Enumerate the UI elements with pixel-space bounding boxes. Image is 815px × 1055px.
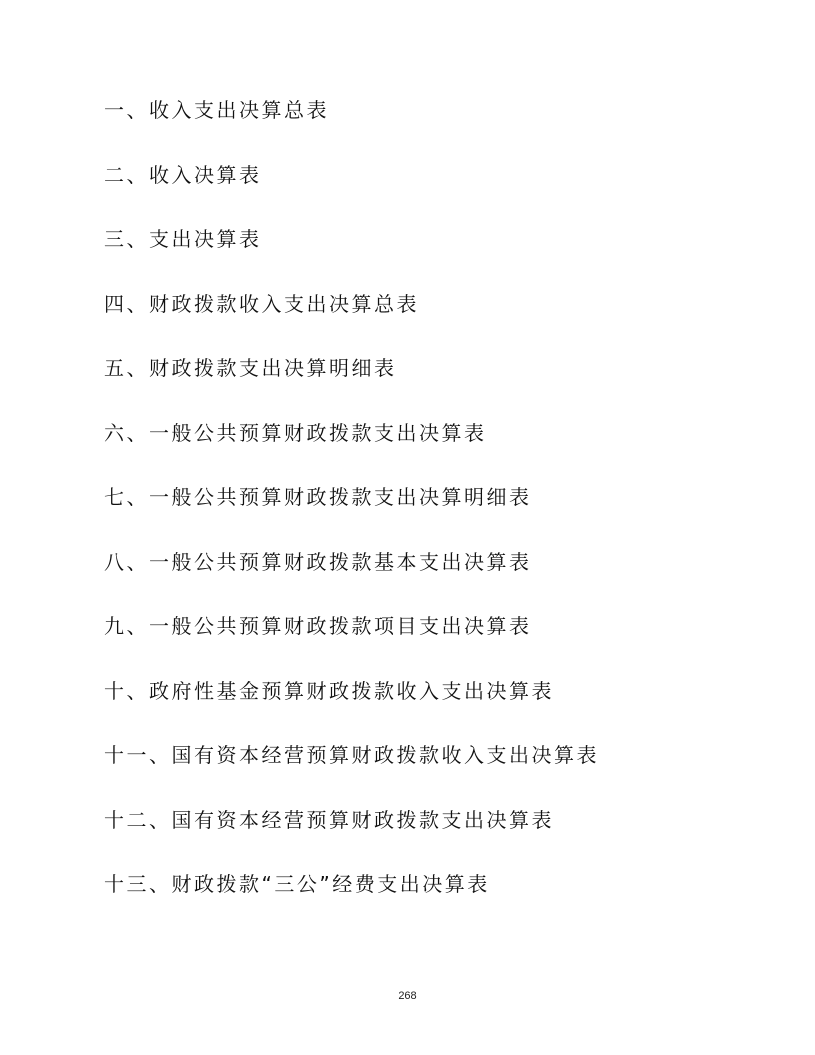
list-item: 三、支出决算表 xyxy=(104,227,262,251)
table-list xyxy=(104,92,784,931)
list-item: 十三、财政拨款“三公”经费支出决算表 xyxy=(104,872,490,896)
list-item: 四、财政拨款收入支出决算总表 xyxy=(104,291,419,316)
list-item: 五、财政拨款支出决算明细表 xyxy=(104,356,397,380)
list-item: 九、一般公共预算财政拨款项目支出决算表 xyxy=(104,614,532,638)
list-item: 八、一般公共预算财政拨款基本支出决算表 xyxy=(104,549,532,574)
list-item: 十一、国有资本经营预算财政拨款收入支出决算表 xyxy=(104,743,599,767)
list-item: 十二、国有资本经营预算财政拨款支出决算表 xyxy=(104,807,554,832)
list-item: 六、一般公共预算财政拨款支出决算表 xyxy=(104,420,487,445)
page-number: 268 xyxy=(398,990,417,1002)
list-item: 七、一般公共预算财政拨款支出决算明细表 xyxy=(104,485,532,509)
list-item: 一、收入支出决算总表 xyxy=(104,98,329,122)
list-item: 十、政府性基金预算财政拨款收入支出决算表 xyxy=(104,678,554,703)
list-item: 二、收入决算表 xyxy=(104,162,262,187)
